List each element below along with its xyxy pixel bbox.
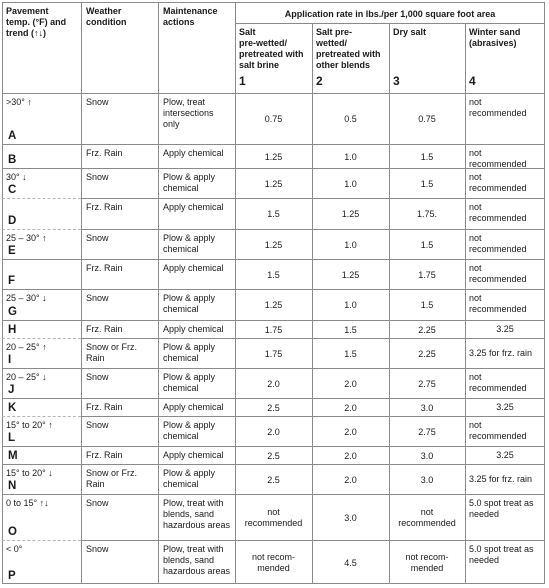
header-col1-number: 1 bbox=[239, 74, 246, 88]
row-letter: L bbox=[8, 432, 16, 444]
cell-c1: 1.25 bbox=[264, 239, 283, 250]
row-divider-dashed bbox=[2, 198, 81, 199]
cell-c1: 2.5 bbox=[267, 474, 280, 485]
cell-c1: 2.5 bbox=[267, 402, 280, 413]
row-weather: Snow bbox=[86, 233, 109, 243]
row-letter: N bbox=[8, 480, 17, 492]
row-divider-dashed bbox=[2, 416, 81, 417]
row-divider bbox=[2, 289, 545, 290]
row-temperature: >30° ↑ bbox=[6, 97, 32, 107]
cell-c1: 0.75 bbox=[264, 114, 283, 124]
cell-c3: 1.5 bbox=[420, 178, 434, 189]
cell-c1: 1.25 bbox=[264, 300, 283, 310]
cell-c3: 0.75 bbox=[418, 114, 436, 124]
cell-c3: 3.0 bbox=[420, 402, 434, 413]
row-temperature: < 0° bbox=[6, 544, 23, 554]
row-action: Plow, treat with blends, sand hazardous areas bbox=[163, 544, 231, 576]
row-action: Plow & apply chemical bbox=[163, 233, 216, 254]
row-divider bbox=[2, 259, 545, 260]
cell-c3: 2.25 bbox=[418, 348, 436, 359]
row-action: Apply chemical bbox=[163, 324, 224, 334]
row-temperature: 20 – 25° ↑ bbox=[6, 342, 47, 352]
cell-c1: 1.5 bbox=[267, 269, 280, 280]
row-weather: Frz. Rain bbox=[86, 202, 123, 212]
row-temperature: 25 – 30° ↑ bbox=[6, 233, 47, 243]
header-col2: Salt pre- wetted/ pretreated with other blends bbox=[316, 27, 381, 70]
row-action: Plow & apply chemical bbox=[163, 468, 216, 489]
row-temperature: 15° to 20° ↑ bbox=[6, 420, 53, 430]
cell-c1: 2.5 bbox=[267, 450, 280, 461]
row-divider bbox=[2, 464, 545, 465]
header-col3: Dry salt bbox=[393, 27, 427, 37]
header-col2-number: 2 bbox=[316, 74, 323, 88]
row-divider-dashed bbox=[2, 338, 81, 339]
row-divider bbox=[81, 198, 545, 199]
cell-c3: not recom- mended bbox=[405, 552, 449, 573]
table-frame bbox=[2, 2, 545, 584]
row-weather: Frz. Rain bbox=[86, 402, 123, 412]
row-action: Plow & apply chemical bbox=[163, 420, 216, 441]
cell-c2: 3.0 bbox=[344, 512, 357, 523]
cell-c3: 2.25 bbox=[418, 324, 436, 335]
cell-c3: 1.5 bbox=[420, 151, 434, 162]
row-weather: Frz. Rain bbox=[86, 324, 123, 334]
cell-c4: not recommended bbox=[469, 202, 527, 223]
cell-c2: 1.0 bbox=[344, 239, 357, 250]
cell-c4: 5.0 spot treat as needed bbox=[469, 544, 534, 565]
row-letter: J bbox=[8, 384, 15, 396]
row-divider bbox=[2, 168, 545, 169]
cell-c2: 1.0 bbox=[344, 300, 357, 310]
cell-c2: 0.5 bbox=[344, 114, 357, 124]
cell-c1: 1.5 bbox=[267, 209, 280, 219]
row-weather: Snow or Frz. Rain bbox=[86, 468, 138, 489]
row-action: Apply chemical bbox=[163, 402, 224, 412]
row-divider bbox=[81, 229, 545, 230]
cell-c2: 2.0 bbox=[344, 426, 357, 437]
row-divider bbox=[81, 540, 545, 541]
row-weather: Snow bbox=[86, 172, 109, 182]
cell-c2: 1.5 bbox=[344, 324, 357, 335]
cell-c3: 2.75 bbox=[418, 378, 436, 389]
row-action: Plow & apply chemical bbox=[163, 372, 216, 393]
row-weather: Snow bbox=[86, 97, 109, 107]
row-divider bbox=[2, 494, 545, 495]
cell-c2: 1.25 bbox=[341, 209, 360, 219]
row-action: Plow, treat with blends, sand hazardous areas bbox=[163, 498, 231, 530]
col-divider bbox=[81, 2, 82, 584]
cell-c1: not recommended bbox=[244, 507, 303, 528]
row-divider bbox=[2, 144, 545, 145]
row-letter: D bbox=[8, 215, 17, 227]
row-weather: Frz. Rain bbox=[86, 450, 123, 460]
header-col3-number: 3 bbox=[393, 74, 400, 88]
row-action: Plow, treat intersections only bbox=[163, 97, 214, 129]
cell-c2: 1.0 bbox=[344, 151, 357, 162]
header-weather: Weather condition bbox=[86, 6, 127, 27]
cell-c3: 1.75. bbox=[416, 209, 438, 219]
row-action: Apply chemical bbox=[163, 148, 224, 158]
row-divider-dashed bbox=[2, 540, 81, 541]
col-divider bbox=[465, 23, 466, 584]
row-weather: Snow bbox=[86, 293, 109, 303]
cell-c2: 1.0 bbox=[344, 178, 357, 189]
row-letter: C bbox=[8, 184, 17, 196]
cell-c3: not recommended bbox=[398, 507, 456, 528]
header-col1: Salt pre-wetted/ pretreated with salt brine bbox=[239, 27, 304, 70]
cell-c4: 3.25 for frz. rain bbox=[469, 348, 533, 358]
cell-c2: 1.5 bbox=[344, 348, 357, 359]
cell-c4: 3.25 bbox=[496, 324, 514, 334]
cell-c3: 3.0 bbox=[420, 474, 434, 485]
row-weather: Snow bbox=[86, 372, 109, 382]
row-temperature: 30° ↓ bbox=[6, 172, 27, 182]
cell-c4: not recommended bbox=[469, 97, 527, 118]
cell-c4: not recommended bbox=[469, 372, 527, 393]
row-letter: F bbox=[8, 275, 16, 287]
header-application-rate: Application rate in lbs./per 1,000 square foot area bbox=[284, 9, 496, 19]
row-divider bbox=[81, 416, 545, 417]
header-bottom-line bbox=[2, 93, 545, 94]
cell-c1: 1.25 bbox=[264, 151, 283, 162]
cell-c4: not recommended bbox=[469, 148, 527, 169]
header-subdivider bbox=[235, 23, 545, 24]
row-temperature: 0 to 15° ↑↓ bbox=[6, 498, 49, 508]
row-weather: Frz. Rain bbox=[86, 148, 123, 158]
row-action: Apply chemical bbox=[163, 202, 224, 212]
row-temperature: 25 – 30° ↓ bbox=[6, 293, 47, 303]
cell-c4: 3.25 for frz. rain bbox=[469, 474, 533, 484]
row-divider-dashed bbox=[2, 229, 81, 230]
cell-c2: 2.0 bbox=[344, 474, 357, 485]
cell-c1: not recom- mended bbox=[251, 552, 295, 573]
header-col4-number: 4 bbox=[469, 74, 476, 88]
cell-c1: 1.75 bbox=[264, 348, 283, 359]
row-weather: Frz. Rain bbox=[86, 263, 123, 273]
row-letter: I bbox=[8, 354, 12, 366]
header-actions: Maintenance actions bbox=[163, 6, 218, 27]
row-letter: P bbox=[8, 570, 16, 582]
row-divider bbox=[81, 338, 545, 339]
cell-c4: not recommended bbox=[469, 233, 527, 254]
cell-c4: 3.25 bbox=[496, 450, 514, 460]
cell-c1: 2.0 bbox=[267, 378, 280, 389]
row-divider bbox=[2, 446, 545, 447]
row-temperature: 15° to 20° ↓ bbox=[6, 468, 53, 478]
row-letter: E bbox=[8, 245, 16, 257]
row-weather: Snow bbox=[86, 544, 109, 554]
row-divider bbox=[2, 320, 545, 321]
row-letter: A bbox=[8, 130, 17, 142]
cell-c1: 1.75 bbox=[264, 324, 283, 335]
cell-c4: not recommended bbox=[469, 293, 527, 314]
cell-c3: 3.0 bbox=[420, 450, 434, 461]
row-weather: Snow bbox=[86, 420, 109, 430]
cell-c1: 1.25 bbox=[264, 178, 283, 189]
cell-c2: 2.0 bbox=[344, 450, 357, 461]
col-divider bbox=[235, 2, 236, 584]
cell-c3: 1.75 bbox=[418, 269, 436, 280]
cell-c3: 1.5 bbox=[420, 300, 434, 310]
row-letter: B bbox=[8, 154, 17, 166]
col-divider bbox=[158, 2, 159, 584]
cell-c4: not recommended bbox=[469, 263, 527, 284]
cell-c2: 2.0 bbox=[344, 378, 357, 389]
row-action: Apply chemical bbox=[163, 263, 224, 273]
cell-c1: 2.0 bbox=[267, 426, 280, 437]
row-letter: G bbox=[8, 306, 17, 318]
row-letter: M bbox=[8, 450, 18, 462]
cell-c3: 2.75 bbox=[418, 426, 436, 437]
row-letter: H bbox=[8, 324, 17, 336]
cell-c2: 2.0 bbox=[344, 402, 357, 413]
row-temperature: 20 – 25° ↓ bbox=[6, 372, 47, 382]
row-letter: O bbox=[8, 526, 17, 538]
cell-c4: 5.0 spot treat as needed bbox=[469, 498, 534, 519]
cell-c4: 3.25 bbox=[496, 402, 514, 412]
cell-c2: 4.5 bbox=[344, 557, 357, 568]
row-action: Plow & apply chemical bbox=[163, 172, 216, 193]
row-weather: Snow or Frz. Rain bbox=[86, 342, 138, 363]
row-action: Plow & apply chemical bbox=[163, 342, 216, 363]
cell-c2: 1.25 bbox=[341, 269, 360, 280]
row-divider bbox=[2, 398, 545, 399]
cell-c3: 1.5 bbox=[420, 239, 434, 250]
header-pavement: Pavement temp. (°F) and trend (↑↓) bbox=[6, 6, 67, 38]
header-col4: Winter sand (abrasives) bbox=[469, 27, 521, 48]
row-action: Plow & apply chemical bbox=[163, 293, 216, 314]
row-weather: Snow bbox=[86, 498, 109, 508]
cell-c4: not recommended bbox=[469, 420, 527, 441]
row-letter: K bbox=[8, 402, 17, 414]
row-action: Apply chemical bbox=[163, 450, 224, 460]
row-divider bbox=[2, 368, 545, 369]
cell-c4: not recommended bbox=[469, 172, 527, 193]
